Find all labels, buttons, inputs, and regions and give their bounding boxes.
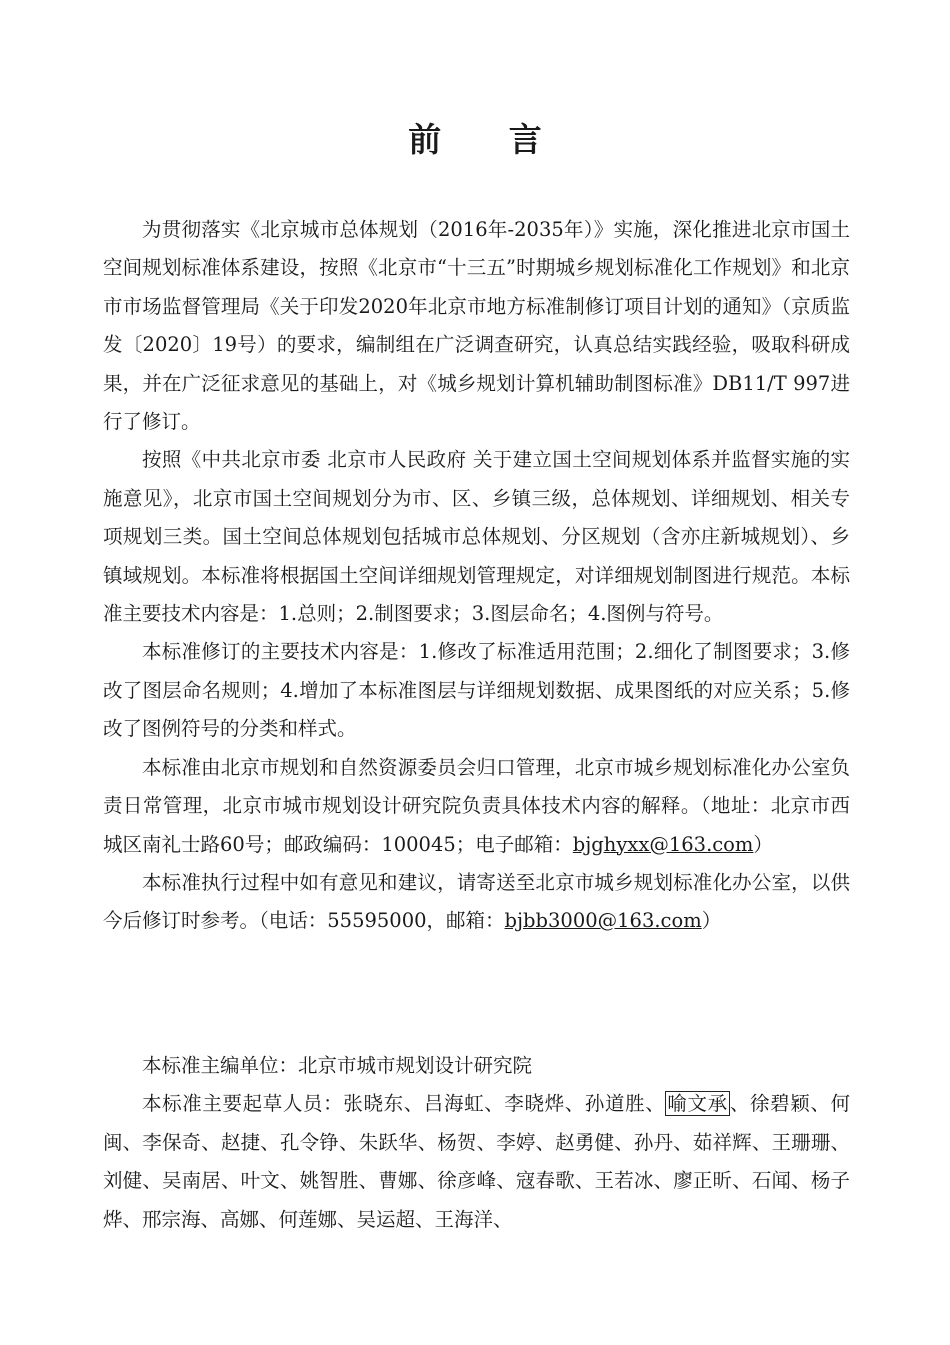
- paragraph-feedback: [103, 864, 850, 941]
- paragraph-revisions: 本标准修订的主要技术内容是：1.修改了标准适用范围；2.细化了制图要求；3.修改了图层命名规则；4.增加了本标准图层与详细规划数据、成果图纸的对应关系；5.修改了图例符号的分类和样式。: [103, 640, 850, 741]
- feedback-text: 本标准执行过程中如有意见和建议，请寄送至北京市城乡规划标准化办公室，以供今后修订时参考。（电话：55595000，邮箱：: [103, 870, 850, 933]
- paragraph-system: 按照《中共北京市委 北京市人民政府 关于建立国土空间规划体系并监督实施的实施意见》，北京市国土空间规划分为市、区、乡镇三级，总体规划、详细规划、相关专项规划三类。国土空间总体规划包括城市总体规划、分区规划（含亦庄新城规划）、乡镇域规划。本标准将根据国土空间详细规划管理规定，对详细规划制图进行规范。本标准主要技术内容是：1.总则；2.制图要求；3.图层命名；4.图例与符号。: [103, 448, 850, 626]
- page-title: 前 言: [408, 120, 570, 159]
- paragraph-management: [103, 749, 850, 864]
- drafter-boxed-name: 喻文承: [667, 1092, 728, 1116]
- editor-unit: 本标准主编单位：北京市城市规划设计研究院: [142, 1054, 533, 1077]
- paragraph-background: 为贯彻落实《北京城市总体规划（2016年-2035年）》实施，深化推进北京市国土空间规划标准体系建设，按照《北京市“十三五”时期城乡规划标准化工作规划》和北京市市场监督管理局《关于印发2020年北京市地方标准制修订项目计划的通知》（京质监发〔2020〕19号）的要求，编制组在广泛调查研究，认真总结实践经验，吸取科研成果，并在广泛征求意见的基础上，对《城乡规划计算机辅助制图标准》DB11/T 997进行了修订。: [103, 218, 850, 434]
- email-link-bjghyxx[interactable]: bjghyxx@163.com: [572, 832, 754, 856]
- feedback-end: ）: [701, 909, 722, 933]
- management-end: ）: [753, 832, 773, 856]
- foreword-body: [103, 211, 850, 941]
- drafters-prefix: 本标准主要起草人员：张晓东、吕海虹、李晓烨、孙道胜、: [142, 1092, 666, 1116]
- email-link-bjbb3000[interactable]: bjbb3000@163.com: [504, 909, 702, 933]
- drafters-rest: 、徐碧颖、何闽、李保奇、赵捷、孔令铮、朱跃华、杨贺、李婷、赵勇健、孙丹、茹祥辉、王珊珊、刘健、吴南居、叶文、姚智胜、曹娜、徐彦峰、寇春歌、王若冰、廖正昕、石闻、杨子烨、邢宗海、高娜、何莲娜、吴运超、王海洋、: [103, 1092, 850, 1231]
- management-text: 本标准由北京市规划和自然资源委员会归口管理，北京市城乡规划标准化办公室负责日常管理，北京市城市规划设计研究院负责具体技术内容的解释。（地址：北京市西城区南礼士路60号；邮政编码：100045；电子邮箱：: [103, 755, 850, 856]
- credits-section: [103, 1047, 850, 1239]
- drafters-list: [103, 1085, 850, 1239]
